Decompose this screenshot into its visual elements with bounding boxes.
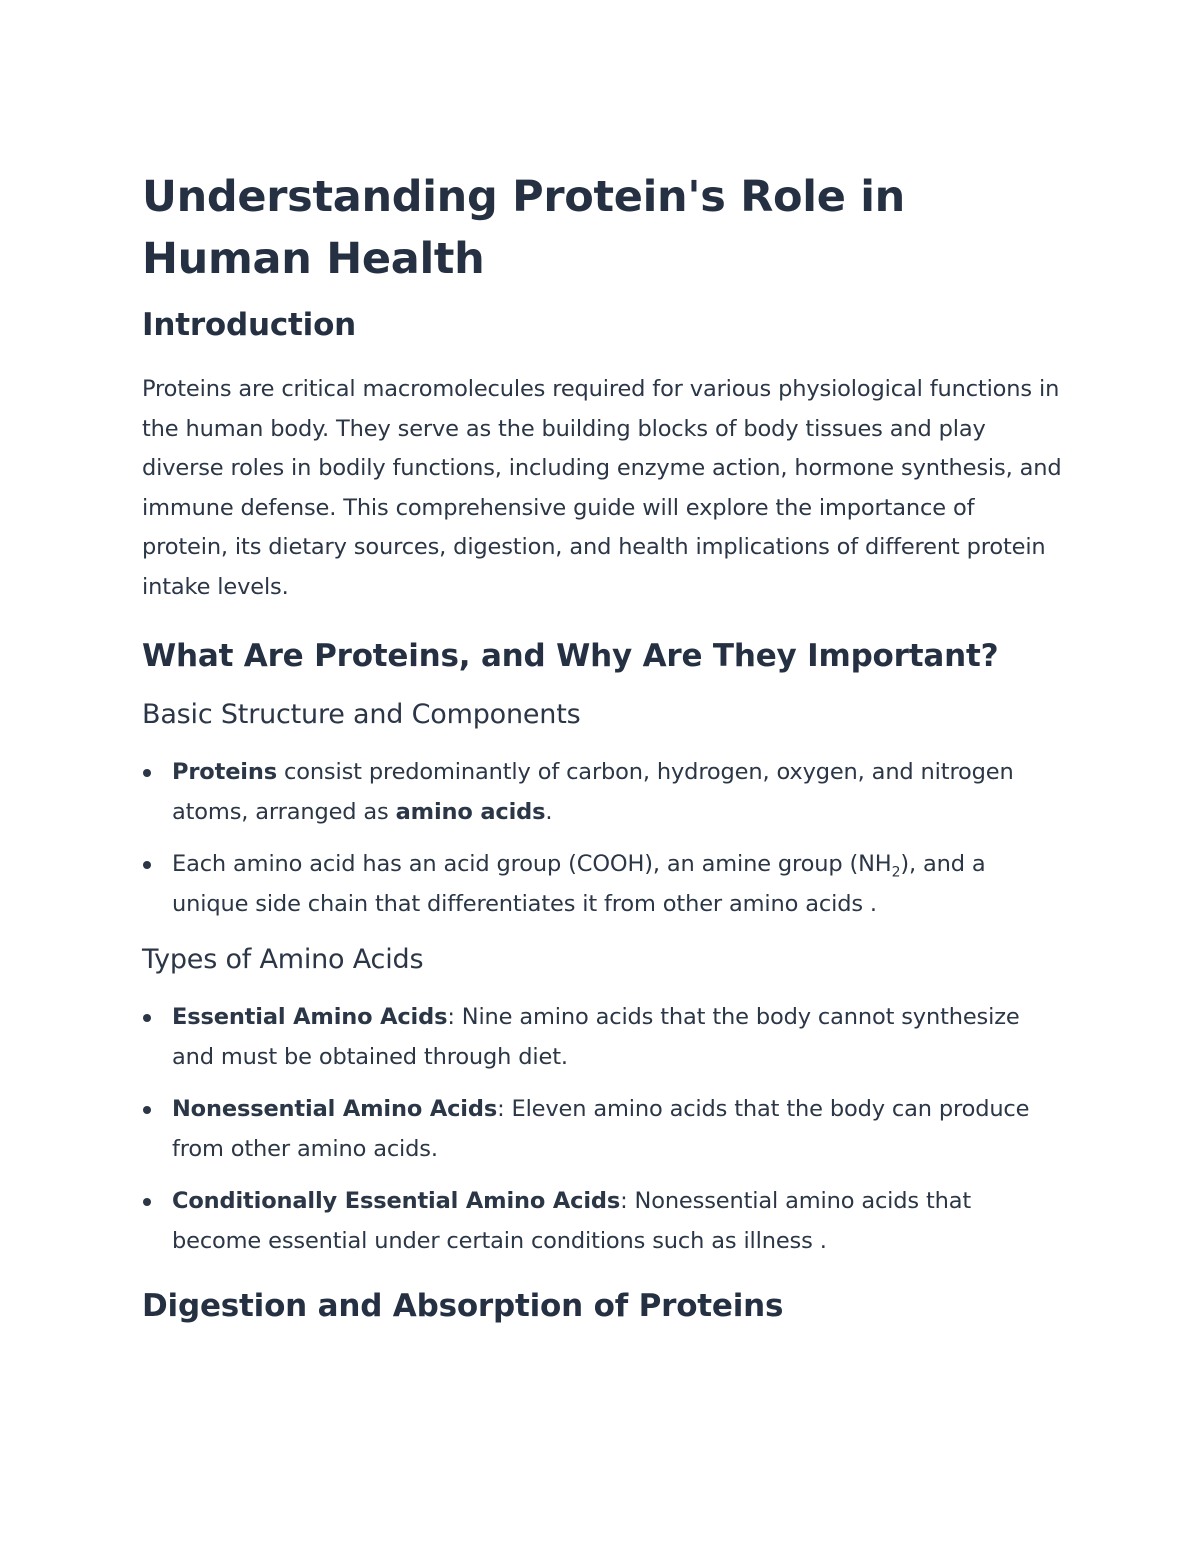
list-item <box>142 1090 1067 1169</box>
list-item <box>142 1182 1067 1261</box>
list-item-text: . <box>545 798 553 825</box>
term-bold: Nonessential Amino Acids <box>172 1096 498 1122</box>
subscript: 2 <box>891 864 901 881</box>
document-content <box>142 166 1067 1327</box>
term-bold: amino acids <box>395 798 546 825</box>
list-item-text: : Nine amino acids that the body cannot synthesize and must be obtained through diet. <box>172 1004 1020 1070</box>
term-bold: Proteins <box>172 759 277 785</box>
section-heading-what-are-proteins: What Are Proteins, and Why Are They Important? <box>142 638 999 674</box>
page-title: Understanding Protein's Role in Human Health <box>142 172 905 284</box>
basic-structure-list <box>142 753 1067 924</box>
list-item-text: ), and a unique side chain that differentiates it from other amino acids . <box>172 851 986 917</box>
list-item <box>142 998 1067 1077</box>
list-item-text: : Nonessential amino acids that become essential under certain conditions such as illness . <box>172 1188 972 1254</box>
section-heading-digestion: Digestion and Absorption of Proteins <box>142 1288 784 1324</box>
list-item-text: Each amino acid has an acid group (COOH), an amine group (NH <box>172 851 892 877</box>
subsection-heading-types-of-amino-acids: Types of Amino Acids <box>142 944 424 975</box>
bullet-icon <box>143 769 151 777</box>
section-heading-introduction: Introduction <box>142 307 357 343</box>
list-item <box>142 845 1067 924</box>
bullet-icon <box>143 1014 151 1022</box>
subsection-heading-basic-structure: Basic Structure and Components <box>142 699 581 730</box>
introduction-paragraph: Proteins are critical macromolecules required for various physiological functions in the human body. They serve as the building blocks of body tissues and play diverse roles in bodily functions, including enzyme action, hormone synthesis, and immune defense. This comprehensive guide will explore the importance of protein, its dietary sources, digestion, and health implications of different protein intake levels. <box>142 376 1062 600</box>
bullet-icon <box>143 1106 151 1114</box>
amino-acid-types-list <box>142 998 1067 1261</box>
list-item <box>142 753 1067 832</box>
term-bold: Conditionally Essential Amino Acids <box>172 1188 621 1214</box>
bullet-icon <box>143 861 151 869</box>
list-item-text: : Eleven amino acids that the body can produce from other amino acids. <box>172 1096 1030 1162</box>
bullet-icon <box>143 1198 151 1206</box>
term-bold: Essential Amino Acids <box>172 1004 448 1030</box>
list-item-text: consist predominantly of carbon, hydrogen, oxygen, and nitrogen atoms, arranged as <box>172 759 1014 825</box>
